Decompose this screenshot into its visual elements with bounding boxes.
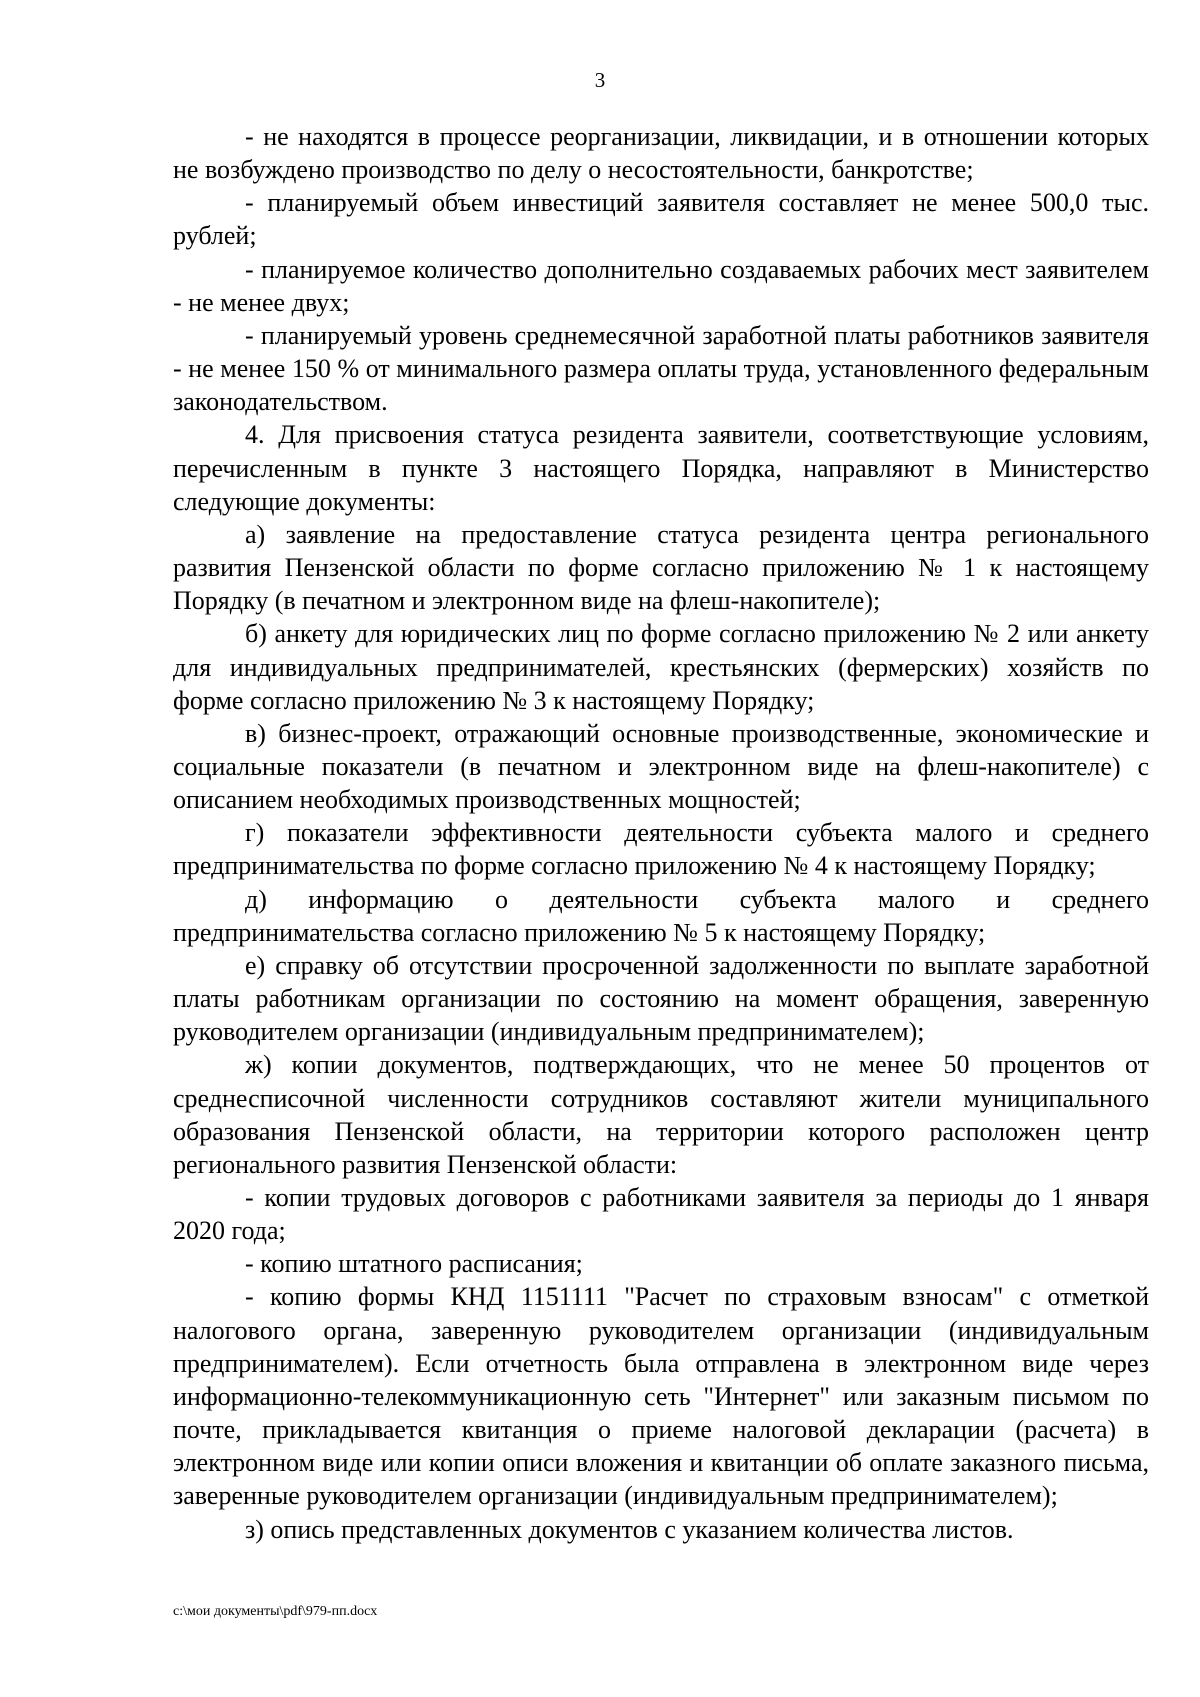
paragraph-item-b-questionnaire: б) анкету для юридических лиц по форме согласно приложению № 2 или анкету для индивидуальных предпринимателей, крестьянских (фермерских) хозяйств по форме согласно приложению № 3 к настоящему Порядку; bbox=[173, 619, 1149, 715]
paragraph-item-4-documents: 4. Для присвоения статуса резидента заявители, соответствующие условиям, перечисленным в пункте 3 настоящего Порядка, направляют в Министерство следующие документы: bbox=[173, 420, 1149, 516]
document-body bbox=[173, 120, 1149, 1546]
footer-file-path: c:\мои документы\pdf\979-пп.docx bbox=[173, 1604, 378, 1619]
paragraph-liquidation-condition: - не находятся в процессе реорганизации, ликвидации, и в отношении которых не возбуждено производство по делу о несостоятельности, банкротстве; bbox=[173, 122, 1149, 185]
page-number: 3 bbox=[594, 68, 606, 92]
paragraph-item-g-efficiency: г) показатели эффективности деятельности субъекта малого и среднего предпринимательства по форме согласно приложению № 4 к настоящему Порядку; bbox=[173, 818, 1149, 881]
paragraph-item-a-application: а) заявление на предоставление статуса резидента центра регионального развития Пензенской области по форме согласно приложению № 1 к настоящему Порядку (в печатном и электронном виде на флеш-накопителе); bbox=[173, 519, 1149, 616]
paragraph-item-z-inventory: з) опись представленных документов с указанием количества листов. bbox=[245, 1514, 1014, 1544]
paragraph-item-zh-copies: ж) копии документов, подтверждающих, что не менее 50 процентов от среднесписочной численности сотрудников составляют жители муниципального образования Пензенской области, на территории которого расположен центр регионального развития Пензенской области: bbox=[173, 1050, 1149, 1179]
paragraph-item-v-business-project: в) бизнес-проект, отражающий основные производственные, экономические и социальные показатели (в печатном и электронном виде на флеш-накопителе) с описанием необходимых производственных мощностей; bbox=[173, 718, 1149, 815]
paragraph-investment-volume: - планируемый объем инвестиций заявителя составляет не менее 500,0 тыс. рублей; bbox=[173, 188, 1149, 251]
paragraph-salary-level: - планируемый уровень среднемесячной заработной платы работников заявителя - не менее 150 % от минимального размера оплаты труда, установленного федеральным законодательством. bbox=[173, 320, 1149, 417]
paragraph-knd-form: - копию формы КНД 1151111 "Расчет по страховым взносам" с отметкой налогового органа, заверенную руководителем организации (индивидуальным предпринимателем). Если отчетность была отправлена в электронном виде через информационно-телекоммуникационную сеть "Интернет" или заказным письмом по почте, прикладывается квитанция о приеме налоговой декларации (расчета) в электронном виде или копии описи вложения и квитанции об оплате заказного письма, заверенные руководителем организации (индивидуальным предпринимателем); bbox=[173, 1282, 1149, 1511]
paragraph-staff-schedule: - копию штатного расписания; bbox=[245, 1249, 583, 1279]
paragraph-item-d-information: д) информацию о деятельности субъекта малого и среднего предпринимательства согласно приложению № 5 к настоящему Порядку; bbox=[173, 884, 1149, 947]
paragraph-item-e-certificate: е) справку об отсутствии просроченной задолженности по выплате заработной платы работникам организации по состоянию на момент обращения, заверенную руководителем организации (индивидуальным предпринимателем); bbox=[173, 950, 1149, 1047]
paragraph-new-jobs: - планируемое количество дополнительно создаваемых рабочих мест заявителем - не менее двух; bbox=[173, 254, 1149, 317]
paragraph-labor-contracts: - копии трудовых договоров с работниками заявителя за периоды до 1 января 2020 года; bbox=[173, 1183, 1149, 1246]
